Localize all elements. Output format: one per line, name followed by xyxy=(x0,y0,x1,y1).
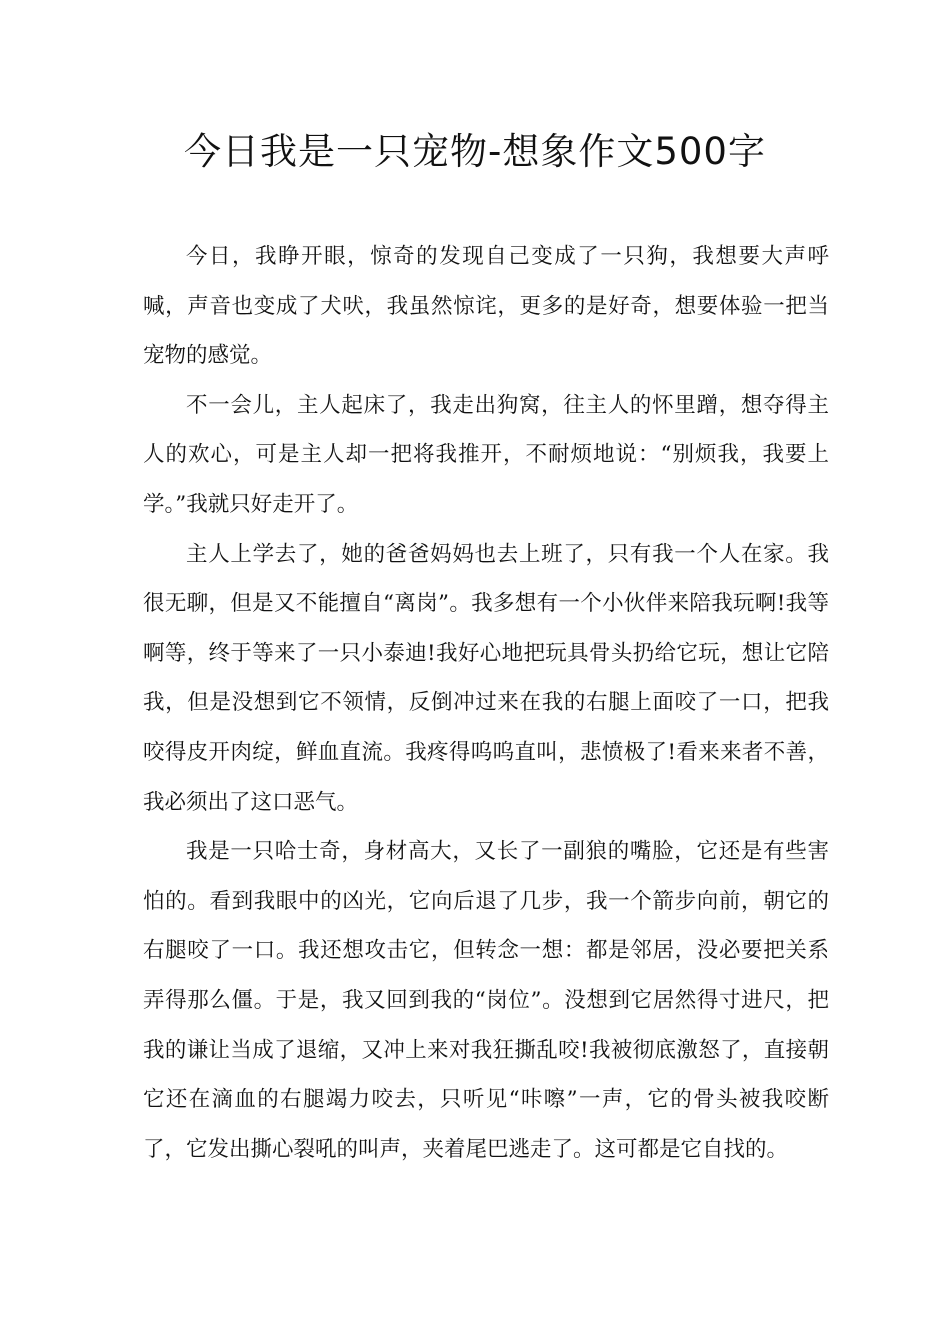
document-title: 今日我是一只宠物-想象作文500字 xyxy=(184,130,766,173)
paragraph-3: 主人上学去了，她的爸爸妈妈也去上班了，只有我一个人在家。我很无聊，但是又不能擅自“离岗”。我多想有一个小伙伴来陪我玩啊!我等啊等，终于等来了一只小泰迪!我好心地把玩具骨头扔给它玩，想让它陪我，但是没想到它不领情，反倒冲过来在我的右腿上面咬了一口，把我咬得皮开肉绽，鲜血直流。我疼得呜呜直叫，悲愤极了!看来来者不善，我必须出了这口恶气。 xyxy=(143,541,829,815)
paragraph-2: 不一会儿，主人起床了，我走出狗窝，往主人的怀里蹭，想夺得主人的欢心，可是主人却一把将我推开，不耐烦地说：“别烦我，我要上学。”我就只好走开了。 xyxy=(143,392,829,517)
document-body xyxy=(143,232,829,1174)
paragraph-1: 今日，我睁开眼，惊奇的发现自己变成了一只狗，我想要大声呼喊，声音也变成了犬吠，我虽然惊诧，更多的是好奇，想要体验一把当宠物的感觉。 xyxy=(143,244,829,369)
paragraph-4: 我是一只哈士奇，身材高大，又长了一副狼的嘴脸，它还是有些害怕的。看到我眼中的凶光，它向后退了几步，我一个箭步向前，朝它的右腿咬了一口。我还想攻击它，但转念一想：都是邻居，没必要把关系弄得那么僵。于是，我又回到我的“岗位”。没想到它居然得寸进尺，把我的谦让当成了退缩，又冲上来对我狂撕乱咬!我被彻底激怒了，直接朝它还在滴血的右腿竭力咬去，只听见“咔嚓”一声，它的骨头被我咬断了，它发出撕心裂吼的叫声，夹着尾巴逃走了。这可都是它自找的。 xyxy=(143,839,829,1162)
